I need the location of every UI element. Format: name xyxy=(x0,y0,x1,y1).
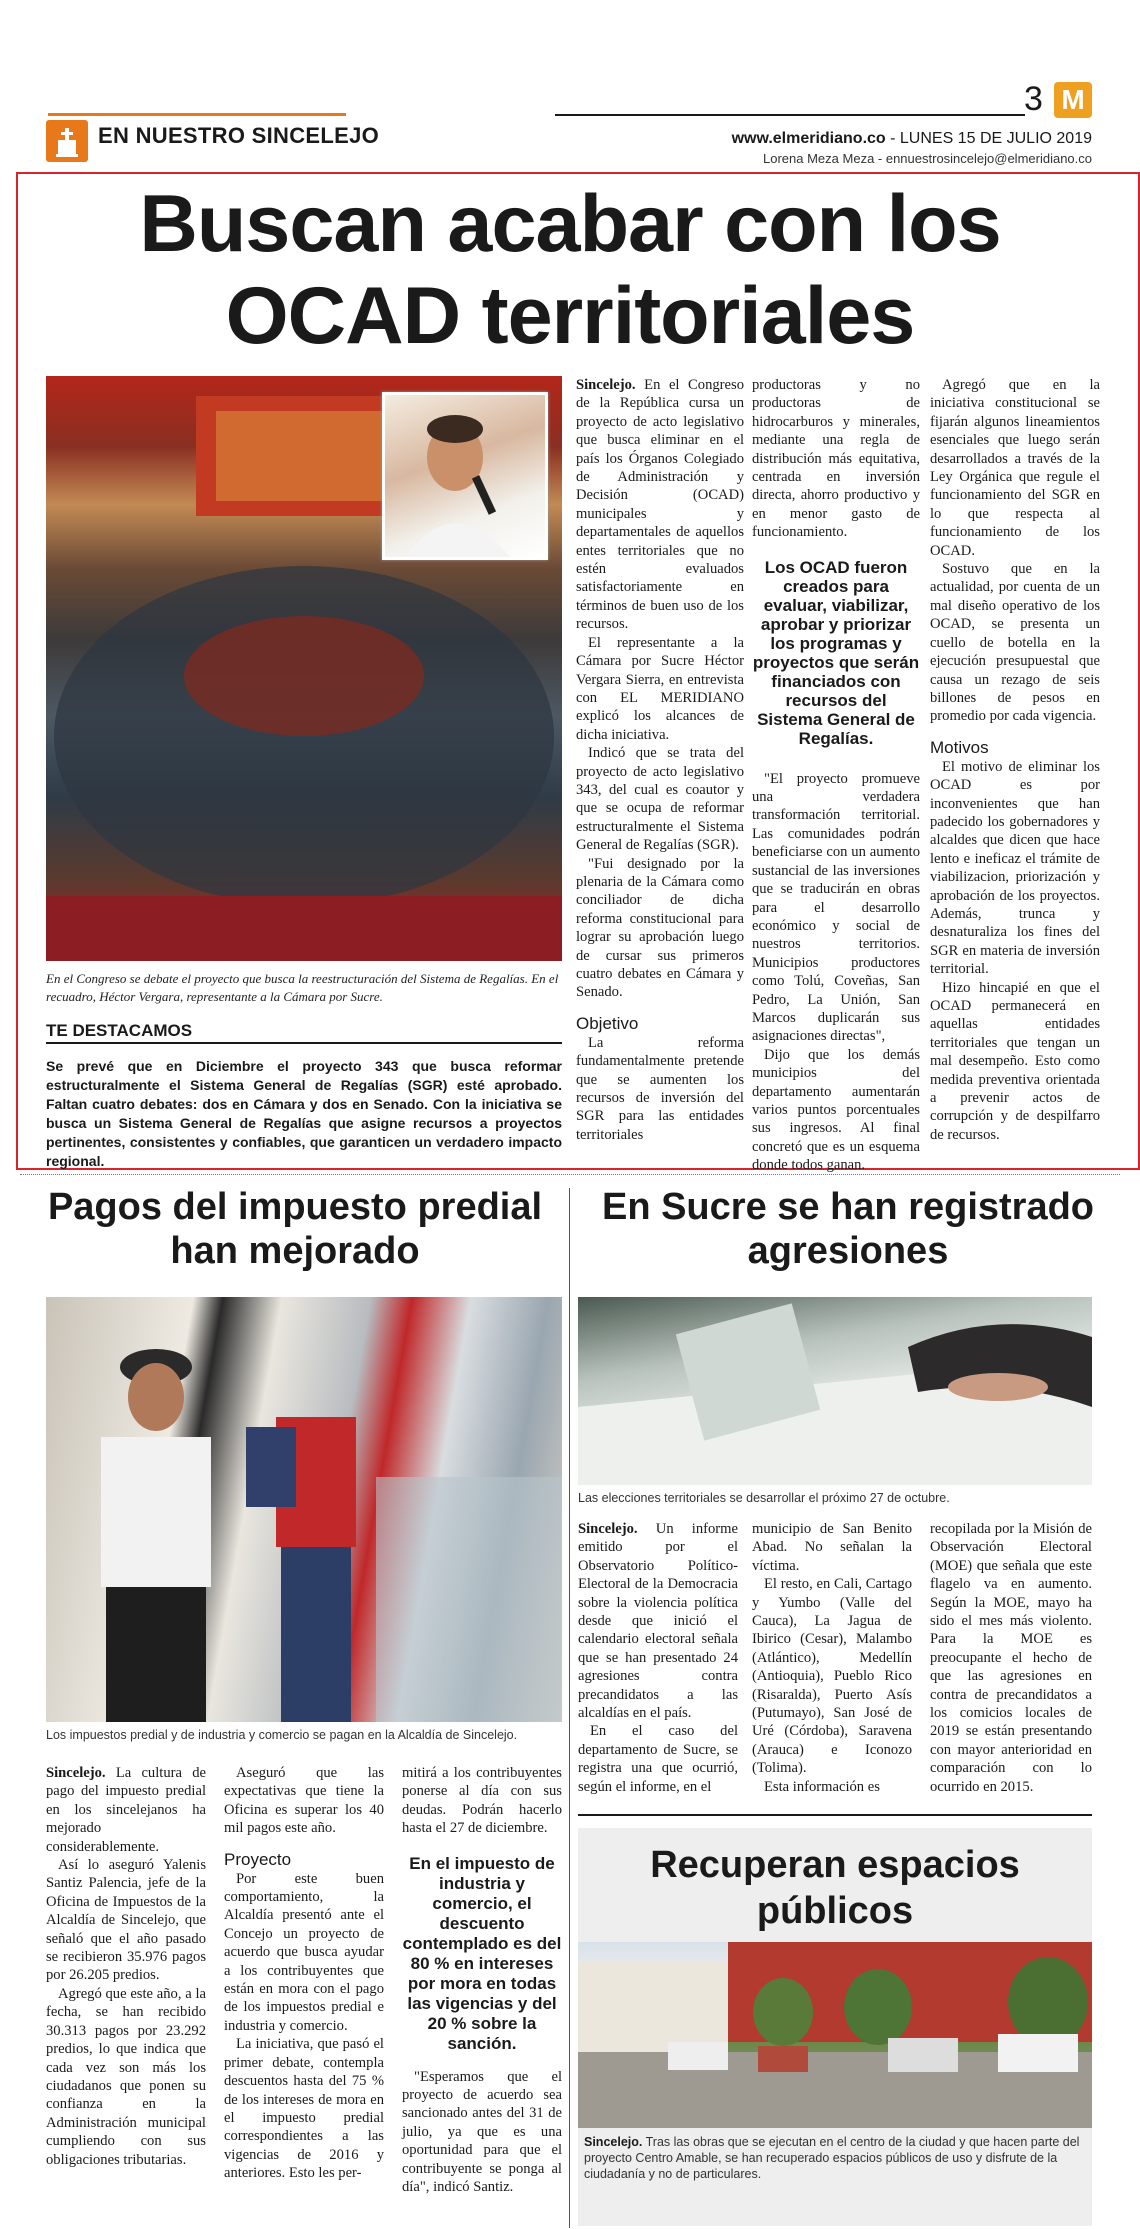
section-accent-rule xyxy=(48,113,346,116)
paragraph: La iniciativa, que pasó el primer debate, contempla descuentos hasta del 75 % de los intereses de mora en el impuesto predial correspondientes a las vigencias de 2016 y anteriores. Esto les per- xyxy=(224,2036,384,2182)
pull-quote: En el impuesto de industria y comercio, el descuento contemplado es del 80 % en intereses por mora en todas las vigencias y del 20 % sobre la sanción. xyxy=(402,1853,562,2053)
dateline: Sincelejo. xyxy=(584,2135,643,2149)
paragraph: La reforma fundamentalmente pretende que se aumenten los recursos de inversión del SGR para las entidades territoriales xyxy=(576,1034,744,1143)
predial-column-2 xyxy=(224,1764,384,2183)
paragraph: El resto, en Cali, Cartago y Yumbo (Valle del Cauca), La Jagua de Ibirico (Cesar), Malambo (Atlántico), Medellín (Antioquia), Pueblo Rico (Risaralda), Puerto Asís (Putumayo), San José de Uré (Córdoba), Saravena (Arauca) e Iconozo (Tolima). xyxy=(752,1576,912,1777)
paragraph: Agregó que este año, a la fecha, se han recibido 30.313 pagos por 23.292 predios, lo que indica que cada vez son más los ciudadanos que ponen su confianza en la Administración municipal cumpliendo con sus obligaciones tributarias. xyxy=(46,1985,206,2168)
sucre-column-3 xyxy=(930,1520,1092,1796)
paragraph: Sincelejo. En el Congreso de la República cursa un proyecto de acto legislativo que busca eliminar en el país los Órganos Colegiado de Administración y Decisión (OCAD) municipales y departamentales de aquellos entes territoriales que no estén evaluados satisfactoriamente en términos de buen uso de los recursos. xyxy=(576,377,744,633)
subhead-motivos: Motivos xyxy=(930,737,989,757)
subhead-objetivo: Objetivo xyxy=(576,1013,639,1033)
predial-column-3 xyxy=(402,1764,562,2196)
paragraph: Sincelejo. La cultura de pago del impuesto predial en los sincelejanos ha mejorado considerablemente. xyxy=(46,1765,206,1855)
section-icon xyxy=(46,120,88,162)
main-column-2 xyxy=(752,376,920,1175)
dateline: Sincelejo. xyxy=(578,1521,638,1537)
sucre-column-2 xyxy=(752,1520,912,1796)
espacios-caption: Sincelejo. Tras las obras que se ejecutan en el centro de la ciudad y que hacen parte del proyecto Centro Amable, se han recuperado espacios públicos de uso y disfrute de la ciudadanía y no de particulares. xyxy=(584,2135,1080,2181)
predial-photo-caption: Los impuestos predial y de industria y comercio se pagan en la Alcaldía de Sincelejo. xyxy=(46,1728,518,1742)
paragraph: Sostuvo que en la actualidad, por cuenta de un mal diseño operativo de los OCAD, se presenta un cuello de botella en la ejecución presupuestal que causa un rezago de seis billones de pesos en promedio por cada vigencia. xyxy=(930,561,1100,725)
predial-column-1 xyxy=(46,1764,206,2169)
page-number: 3 xyxy=(1024,80,1043,118)
paragraph: "Esperamos que el proyecto de acuerdo sea sancionado antes del 31 de julio, ya que es una oportunidad para que el contribuyente se ponga al día", indicó Santiz. xyxy=(402,2068,562,2196)
paragraph: productoras y no productoras de hidrocarburos y minerales, mediante una regla de distribución más equitativa, centrada en inversión directa, ahorro productivo y en menor gasto de funcionamiento. xyxy=(752,377,920,541)
site-url[interactable]: www.elmeridiano.co xyxy=(731,130,886,147)
espacios-headline: Recuperan espacios públicos xyxy=(650,1844,1020,1932)
pull-quote: Los OCAD fueron creados para evaluar, viabilizar, aprobar y priorizar los programas y proyectos que serán financiados con recursos del Sistema General de Regalías. xyxy=(752,557,920,748)
dateline: Sincelejo. xyxy=(576,377,636,393)
paragraph: Esta información es xyxy=(764,1778,880,1795)
main-column-1 xyxy=(576,376,744,1144)
paragraph: Agregó que en la iniciativa constitucional se fijarán algunos lineamientos esenciales que luego serán desarrollados a través de la Ley Orgánica que regule el funcionamiento del SGR en lo que respecta al funcionamiento de los OCAD. xyxy=(930,377,1100,559)
author-byline: Lorena Meza Meza - ennuestrosincelejo@elmeridiano.co xyxy=(763,151,1092,166)
paragraph: "El proyecto promueve una verdadera transformación territorial. Las comunidades podrán beneficiarse con un aumento sustancial de las inversiones que se traducirán en obras para el desarrollo económico y social de nuestros territorios. Municipios productores como Tolú, Coveñas, San Pedro, La Unión, San Marcos duplicarán sus asignaciones directas", xyxy=(752,770,920,1045)
article-divider xyxy=(578,1814,1092,1816)
paragraph: Por este buen comportamiento, la Alcaldía presentó ante el Concejo un proyecto de acuerdo que busca ayudar a los contribuyentes que están en mora con el pago de los impuestos predial e industria y comercio. xyxy=(224,1870,384,2034)
paragraph: El motivo de eliminar los OCAD es por inconvenientes que han padecido los gobernadores y alcaldes que dicen que hace lento e ineficaz el trámite de viabilizacion, priorización y aprobación de los proyectos. Además, trunca y desnaturaliza los fines del SGR en materia de inversión territorial. xyxy=(930,758,1100,978)
predial-headline: Pagos del impuesto predial han mejorado xyxy=(47,1186,543,1272)
paragraph: Dijo que los demás municipios del departamento aumentarán varios puntos porcentuales sus ingresos. Al final concretó que es un esquema donde todos ganan. xyxy=(752,1046,920,1174)
highlights-rule xyxy=(46,1042,562,1044)
paragraph: El representante a la Cámara por Sucre Héctor Vergara Sierra, en entrevista con EL MERIDIANO explicó los alcances de dicha iniciativa. xyxy=(576,634,744,743)
tax-office-photo xyxy=(46,1297,562,1722)
newspaper-logo: M xyxy=(1054,82,1092,118)
paragraph: Sincelejo. Un informe emitido por el Observatorio Político- Electoral de la Democracia sobre la violencia política desde que inició el calendario electoral señala que se han presentado 24 agresiones contra precandidatos a las alcaldías en el país. xyxy=(578,1521,738,1722)
column-divider xyxy=(569,1188,570,2228)
representative-portrait xyxy=(382,392,548,560)
paragraph: Así lo aseguró Yalenis Santiz Palencia, jefe de la Oficina de Impuestos de la Alcaldía de Sincelejo, que señaló que el año pasado se recibieron 35.976 pagos por 26.205 predios. xyxy=(46,1857,206,1984)
main-headline: Buscan acabar con los OCAD territoriales xyxy=(139,179,1001,361)
paragraph: municipio de San Benito Abad. No señalan la víctima. xyxy=(752,1521,912,1574)
paragraph: Aseguró que las expectativas que tiene la Oficina es superar los 40 mil pagos este año. xyxy=(224,1765,384,1837)
paragraph: En el caso del departamento de Sucre, se registra una que ocurrió, según el informe, en el xyxy=(578,1723,738,1795)
highlights-title: TE DESTACAMOS xyxy=(46,1021,193,1040)
header-site-date xyxy=(732,130,1092,148)
sucre-headline: En Sucre se han registrado agresiones xyxy=(601,1186,1095,1272)
paragraph: mitirá a los contribuyentes ponerse al día con sus deudas. Podrán hacerlo hasta el 27 de diciembre. xyxy=(402,1765,562,1837)
header-rule xyxy=(555,114,1025,116)
main-column-3 xyxy=(930,376,1100,1144)
paragraph: recopilada por la Misión de Observación Electoral (MOE) que señala que este flagelo va en aumento. Según la MOE, mayo ha sido el mes más violento. Para la MOE es preocupante el hecho de que las agresiones en contra de precandidatos a los comicios locales de 2019 se están presentando con mayor anterioridad en comparación con lo ocurrido en 2015. xyxy=(930,1521,1092,1795)
street-photo xyxy=(578,1942,1092,2128)
paragraph: Hizo hincapié en que el OCAD permanecerá en aquellas entidades territoriales que tengan un mal desempeño. Esto como medida preventiva orientada a prevenir actos de corrupción y de despilfarro de recursos. xyxy=(930,979,1100,1143)
highlights-body: Se prevé que en Diciembre el proyecto 343 que busca reformar estructuralmente el Sistema General de Regalías (SGR) esté aprobado. Faltan cuatro debates: dos en Cámara y dos en Senado. Con la iniciativa se busca un Sistema General de Regalías que asigne recursos a proyectos pertinentes, consistentes y confiables, que garanticen un verdadero impacto regional. xyxy=(46,1058,562,1169)
sucre-photo-caption: Las elecciones territoriales se desarrollar el próximo 27 de octubre. xyxy=(578,1491,950,1505)
paragraph: "Fui designado por la plenaria de la Cámara como conciliador de dicha reforma constitucional para lograr su aprobación luego de cursar sus primeros cuatro debates en Cámara y Senado. xyxy=(576,855,744,1001)
ballot-box-photo xyxy=(578,1297,1092,1485)
section-title: EN NUESTRO SINCELEJO xyxy=(98,123,380,148)
sucre-column-1 xyxy=(578,1520,738,1796)
dotted-divider xyxy=(20,1174,1120,1175)
dateline: Sincelejo. xyxy=(46,1765,106,1781)
issue-date: - LUNES 15 DE JULIO 2019 xyxy=(885,130,1092,147)
paragraph: Indicó que se trata del proyecto de acto legislativo 343, del cual es coautor y que se ocupa de reformar estructuralmente el Sistema General de Regalías (SGR). xyxy=(576,745,744,854)
main-photo-caption: En el Congreso se debate el proyecto que busca la reestructuración del Sistema de Regalías. En el recuadro, Héctor Vergara, representante a la Cámara por Sucre. xyxy=(46,971,559,1004)
subhead-proyecto: Proyecto xyxy=(224,1849,292,1869)
